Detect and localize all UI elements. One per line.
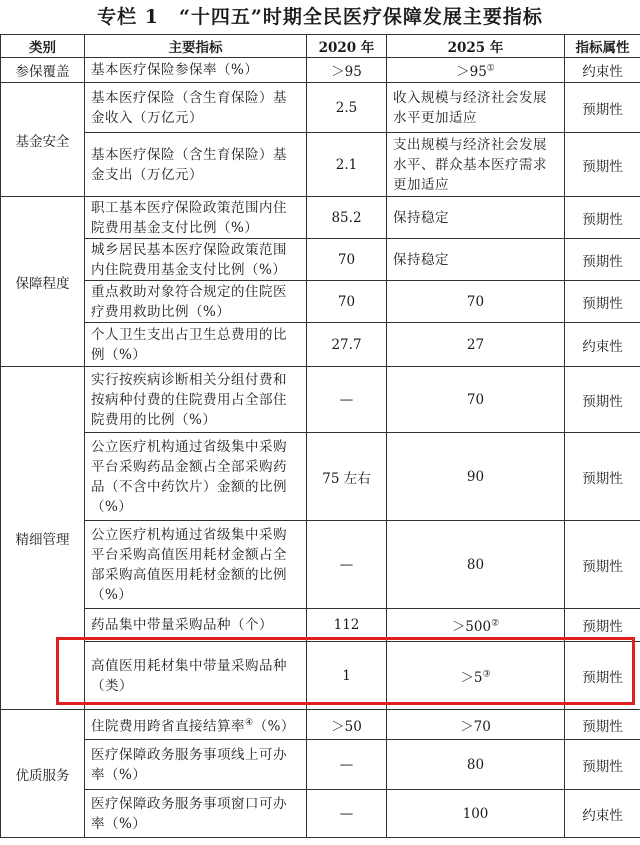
attribute-cell: 预期性 bbox=[565, 710, 640, 740]
footnote-mark: ② bbox=[491, 618, 500, 629]
category-cell: 精细管理 bbox=[1, 367, 85, 710]
attribute-cell: 预期性 bbox=[565, 433, 640, 521]
indicator-cell: 医疗保障政务服务事项窗口可办率（%） bbox=[85, 790, 307, 838]
value-2020-cell: — bbox=[307, 740, 387, 790]
value-2025-cell: 支出规模与经济社会发展水平、群众基本医疗需求更加适应 bbox=[387, 133, 565, 197]
table-row bbox=[1, 642, 640, 710]
attribute-cell: 预期性 bbox=[565, 197, 640, 239]
value-2020-cell: 2.5 bbox=[307, 83, 387, 133]
value-2025-cell: ＞70 bbox=[387, 710, 565, 740]
table-row bbox=[1, 83, 640, 133]
attribute-cell: 预期性 bbox=[565, 642, 640, 710]
attribute-cell: 预期性 bbox=[565, 133, 640, 197]
indicator-cell: 高值医用耗材集中带量采购品种（类） bbox=[85, 642, 307, 710]
value-2025-cell: 80 bbox=[387, 521, 565, 609]
value-2025-cell: 27 bbox=[387, 323, 565, 367]
value-2025-cell: ＞5③ bbox=[387, 642, 565, 710]
indicator-cell: 重点救助对象符合规定的住院医疗费用救助比例（%） bbox=[85, 281, 307, 323]
attribute-cell: 预期性 bbox=[565, 609, 640, 642]
indicator-cell: 实行按疾病诊断相关分组付费和按病种付费的住院费用占全部住院费用的比例（%） bbox=[85, 367, 307, 433]
value-2020-cell: 70 bbox=[307, 239, 387, 281]
footnote-mark: ① bbox=[486, 63, 495, 74]
header-attribute: 指标属性 bbox=[565, 35, 640, 58]
attribute-cell: 预期性 bbox=[565, 367, 640, 433]
indicator-cell: 住院费用跨省直接结算率④（%） bbox=[85, 710, 307, 740]
table-row bbox=[1, 323, 640, 367]
table-row bbox=[1, 197, 640, 239]
table-row bbox=[1, 740, 640, 790]
table-row bbox=[1, 609, 640, 642]
header-2020: 2020 年 bbox=[307, 35, 387, 58]
value-2025-cell: 保持稳定 bbox=[387, 197, 565, 239]
category-cell: 参保覆盖 bbox=[1, 58, 85, 83]
value-2025-cell: 100 bbox=[387, 790, 565, 838]
value-2025-cell: ＞500② bbox=[387, 609, 565, 642]
table-row bbox=[1, 367, 640, 433]
table-row bbox=[1, 433, 640, 521]
indicator-cell: 基本医疗保险参保率（%） bbox=[85, 58, 307, 83]
value-2020-cell: 2.1 bbox=[307, 133, 387, 197]
table-row bbox=[1, 281, 640, 323]
indicator-cell: 个人卫生支出占卫生总费用的比例（%） bbox=[85, 323, 307, 367]
table-title: 专栏 1 “十四五”时期全民医疗保障发展主要指标 bbox=[97, 6, 543, 28]
value-2025-cell: 保持稳定 bbox=[387, 239, 565, 281]
indicator-cell: 基本医疗保险（含生育保险）基金支出（万亿元） bbox=[85, 133, 307, 197]
header-category: 类别 bbox=[1, 35, 85, 58]
header-indicator: 主要指标 bbox=[85, 35, 307, 58]
value-2020-cell: 112 bbox=[307, 609, 387, 642]
indicator-cell: 职工基本医疗保险政策范围内住院费用基金支付比例（%） bbox=[85, 197, 307, 239]
value-2020-cell: ＞95 bbox=[307, 58, 387, 83]
value-2020-cell: 1 bbox=[307, 642, 387, 710]
category-cell: 优质服务 bbox=[1, 710, 85, 838]
attribute-cell: 约束性 bbox=[565, 58, 640, 83]
indicator-table bbox=[0, 34, 640, 838]
attribute-cell: 约束性 bbox=[565, 323, 640, 367]
value-2025-cell: 90 bbox=[387, 433, 565, 521]
value-2025-cell: 70 bbox=[387, 367, 565, 433]
value-2025-cell: 70 bbox=[387, 281, 565, 323]
attribute-cell: 约束性 bbox=[565, 790, 640, 838]
header-2025: 2025 年 bbox=[387, 35, 565, 58]
table-row bbox=[1, 790, 640, 838]
header-row bbox=[1, 35, 640, 58]
value-2025-cell: 80 bbox=[387, 740, 565, 790]
value-2020-cell: 27.7 bbox=[307, 323, 387, 367]
attribute-cell: 预期性 bbox=[565, 521, 640, 609]
attribute-cell: 预期性 bbox=[565, 83, 640, 133]
table-row bbox=[1, 239, 640, 281]
table-row bbox=[1, 521, 640, 609]
indicator-cell: 药品集中带量采购品种（个） bbox=[85, 609, 307, 642]
value-2020-cell: — bbox=[307, 521, 387, 609]
indicator-cell: 基本医疗保险（含生育保险）基金收入（万亿元） bbox=[85, 83, 307, 133]
attribute-cell: 预期性 bbox=[565, 740, 640, 790]
footnote-mark: ④ bbox=[245, 717, 254, 728]
footnote-mark: ③ bbox=[482, 669, 491, 679]
indicator-cell: 公立医疗机构通过省级集中采购平台采购药品金额占全部采购药品（不含中药饮片）金额的比例（%） bbox=[85, 433, 307, 521]
value-2020-cell: — bbox=[307, 790, 387, 838]
attribute-cell: 预期性 bbox=[565, 239, 640, 281]
value-2020-cell: 75 左右 bbox=[307, 433, 387, 521]
value-2020-cell: 70 bbox=[307, 281, 387, 323]
value-2020-cell: ＞50 bbox=[307, 710, 387, 740]
category-cell: 基金安全 bbox=[1, 83, 85, 197]
indicator-cell: 公立医疗机构通过省级集中采购平台采购高值医用耗材金额占全部采购高值医用耗材金额的比例（%） bbox=[85, 521, 307, 609]
value-2020-cell: — bbox=[307, 367, 387, 433]
value-2020-cell: 85.2 bbox=[307, 197, 387, 239]
category-cell: 保障程度 bbox=[1, 197, 85, 367]
value-2025-cell: ＞95① bbox=[387, 58, 565, 83]
table-row bbox=[1, 58, 640, 83]
attribute-cell: 预期性 bbox=[565, 281, 640, 323]
indicator-cell: 医疗保障政务服务事项线上可办率（%） bbox=[85, 740, 307, 790]
table-row bbox=[1, 710, 640, 740]
indicator-cell: 城乡居民基本医疗保险政策范围内住院费用基金支付比例（%） bbox=[85, 239, 307, 281]
value-2025-cell: 收入规模与经济社会发展水平更加适应 bbox=[387, 83, 565, 133]
table-row bbox=[1, 133, 640, 197]
